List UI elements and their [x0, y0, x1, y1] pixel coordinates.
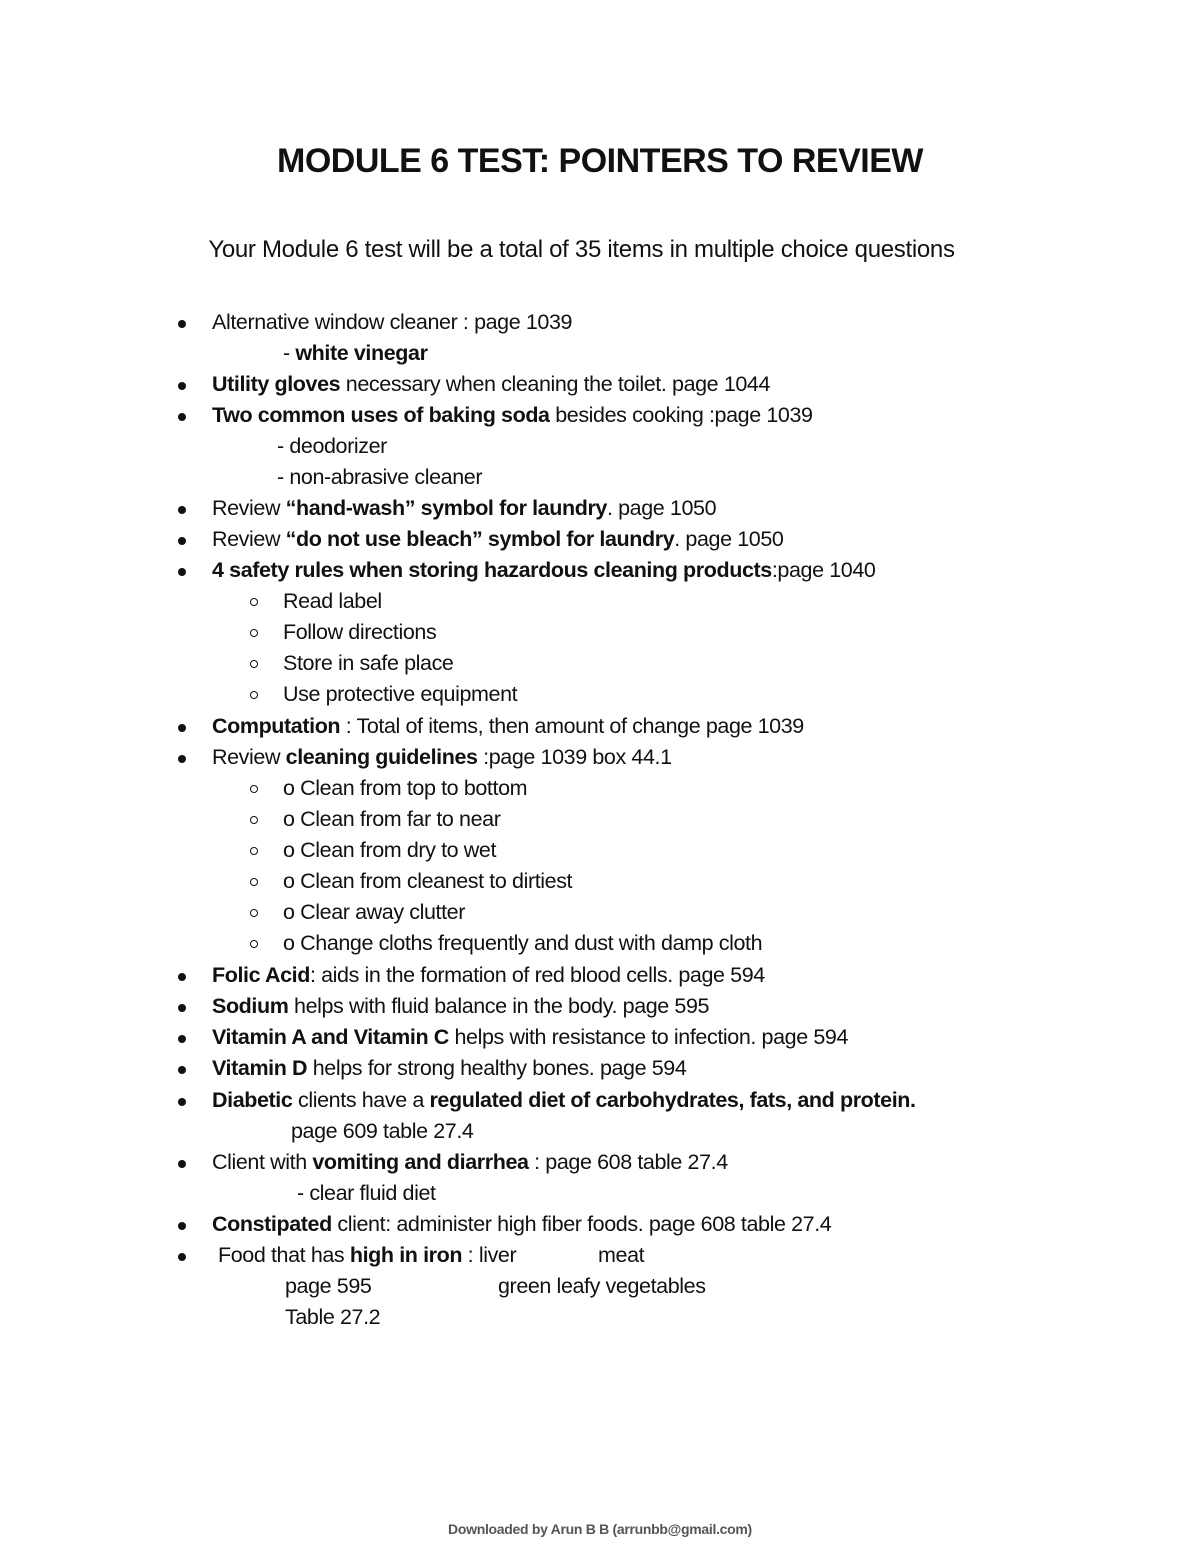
- bullet-marker: [176, 369, 188, 400]
- item-text: : aids in the formation of red blood cells. page 594: [309, 963, 765, 987]
- sub-bullet-item: [283, 928, 762, 959]
- sub-bullet-marker: [249, 928, 261, 959]
- continuation-line: [283, 338, 428, 369]
- bullet-item: [212, 369, 770, 400]
- bullet-item: [212, 1085, 916, 1116]
- continuation-line: [297, 1178, 436, 1209]
- page-title: MODULE 6 TEST: POINTERS TO REVIEW: [277, 142, 923, 180]
- bold-text: vomiting and diarrhea: [312, 1150, 529, 1174]
- bold-text: cleaning guidelines: [285, 745, 478, 769]
- sub-bullet-marker: [249, 804, 261, 835]
- sub-bullet-item: [283, 617, 436, 648]
- bullet-marker: [176, 711, 188, 742]
- continuation-line: [291, 1116, 474, 1147]
- bold-text: Computation: [212, 714, 341, 738]
- item-text: Review: [212, 527, 286, 551]
- bullet-item: [218, 1240, 516, 1271]
- item-text: o Clean from dry to wet: [283, 838, 497, 862]
- item-text: Alternative window cleaner : page 1039: [212, 310, 573, 334]
- bullet-marker: [176, 1147, 188, 1178]
- bullet-marker: [176, 1053, 188, 1084]
- item-text: Follow directions: [283, 620, 437, 644]
- item-text: Review: [212, 745, 286, 769]
- bold-text: regulated diet of carbohydrates, fats, and protein.: [429, 1088, 916, 1112]
- item-text: o Clean from cleanest to dirtiest: [283, 869, 573, 893]
- continuation-line: [285, 1271, 371, 1302]
- bold-text: Constipated: [212, 1212, 332, 1236]
- bold-text: Vitamin D: [212, 1056, 308, 1080]
- bullet-item: [212, 742, 672, 773]
- sub-bullet-marker: [249, 897, 261, 928]
- sub-bullet-item: [283, 679, 517, 710]
- sub-bullet-marker: [249, 648, 261, 679]
- item-text: o Clear away clutter: [283, 900, 465, 924]
- item-text: o Change cloths frequently and dust with damp cloth: [283, 931, 763, 955]
- bullet-marker: [176, 1022, 188, 1053]
- bullet-item: [212, 400, 813, 431]
- item-text: . page 1050: [606, 496, 717, 520]
- continuation-line: [498, 1271, 706, 1302]
- sub-bullet-item: [283, 648, 453, 679]
- bold-text: 4 safety rules when storing hazardous cleaning products: [212, 558, 772, 582]
- bullet-item: [212, 1147, 728, 1178]
- bold-text: Two common uses of baking soda: [212, 403, 550, 427]
- download-footer: Downloaded by Arun B B (arrunbb@gmail.com): [448, 1521, 752, 1537]
- item-text: : Total of items, then amount of change page 1039: [340, 714, 804, 738]
- item-text: : page 608 table 27.4: [528, 1150, 728, 1174]
- item-text: Food that has: [218, 1243, 350, 1267]
- sub-bullet-marker: [249, 617, 261, 648]
- item-text: client: administer high fiber foods. page 608 table 27.4: [331, 1212, 832, 1236]
- item-text: helps with resistance to infection. page 594: [448, 1025, 849, 1049]
- bullet-marker: [176, 524, 188, 555]
- item-text: :page 1039 box 44.1: [477, 745, 672, 769]
- item-text: - deodorizer: [277, 434, 387, 458]
- continuation-line: [285, 1302, 380, 1333]
- item-text: besides cooking :page 1039: [549, 403, 813, 427]
- item-text: green leafy vegetables: [498, 1274, 706, 1298]
- bullet-marker: [176, 1240, 188, 1271]
- item-text: - clear fluid diet: [297, 1181, 436, 1205]
- item-text: Client with: [212, 1150, 313, 1174]
- item-text: Review: [212, 496, 286, 520]
- bold-text: Sodium: [212, 994, 289, 1018]
- sub-bullet-marker: [249, 679, 261, 710]
- item-text: necessary when cleaning the toilet. page 1044: [340, 372, 771, 396]
- bullet-item: [212, 555, 875, 586]
- bullet-marker: [176, 555, 188, 586]
- item-text: helps with fluid balance in the body. page 595: [288, 994, 710, 1018]
- sub-bullet-item: [283, 897, 465, 928]
- item-text: Table 27.2: [285, 1305, 381, 1329]
- sub-bullet-marker: [249, 866, 261, 897]
- bullet-item: [212, 960, 765, 991]
- bullet-marker: [176, 991, 188, 1022]
- sub-bullet-item: [283, 835, 496, 866]
- bold-text: Utility gloves: [212, 372, 341, 396]
- continuation-line: [277, 462, 482, 493]
- item-text: -: [283, 341, 296, 365]
- bullet-item: [212, 711, 804, 742]
- item-text: o Clean from far to near: [283, 807, 501, 831]
- sub-bullet-marker: [249, 773, 261, 804]
- item-text: Read label: [283, 589, 382, 613]
- item-text: meat: [598, 1243, 645, 1267]
- sub-bullet-item: [283, 866, 572, 897]
- continuation-line: [598, 1240, 644, 1271]
- sub-bullet-item: [283, 586, 382, 617]
- item-text: clients have a: [292, 1088, 430, 1112]
- item-text: :page 1040: [771, 558, 876, 582]
- bullet-item: [212, 524, 783, 555]
- sub-bullet-marker: [249, 586, 261, 617]
- continuation-line: [277, 431, 387, 462]
- bold-text: “hand-wash” symbol for laundry: [285, 496, 607, 520]
- bullet-item: [212, 1209, 831, 1240]
- bullet-marker: [176, 1209, 188, 1240]
- item-text: Use protective equipment: [283, 682, 518, 706]
- bold-text: Vitamin A and Vitamin C: [212, 1025, 449, 1049]
- item-text: : liver: [462, 1243, 517, 1267]
- sub-bullet-item: [283, 804, 500, 835]
- bullet-marker: [176, 742, 188, 773]
- bold-text: “do not use bleach” symbol for laundry: [285, 527, 675, 551]
- sub-bullet-item: [283, 773, 527, 804]
- bold-text: Diabetic: [212, 1088, 293, 1112]
- item-text: . page 1050: [674, 527, 784, 551]
- bullet-marker: [176, 1085, 188, 1116]
- bullet-item: [212, 1053, 686, 1084]
- bullet-marker: [176, 960, 188, 991]
- item-text: o Clean from top to bottom: [283, 776, 528, 800]
- bold-text: high in iron: [349, 1243, 463, 1267]
- bold-text: white vinegar: [295, 341, 428, 365]
- bold-text: Folic Acid: [212, 963, 310, 987]
- item-text: Store in safe place: [283, 651, 454, 675]
- sub-bullet-marker: [249, 835, 261, 866]
- bullet-marker: [176, 307, 188, 338]
- bullet-marker: [176, 493, 188, 524]
- item-text: page 609 table 27.4: [291, 1119, 474, 1143]
- item-text: page 595: [285, 1274, 372, 1298]
- bullet-item: [212, 493, 716, 524]
- item-text: - non-abrasive cleaner: [277, 465, 483, 489]
- item-text: helps for strong healthy bones. page 594: [307, 1056, 687, 1080]
- bullet-item: [212, 1022, 848, 1053]
- test-intro: Your Module 6 test will be a total of 35 items in multiple choice questions: [208, 236, 955, 263]
- bullet-item: [212, 307, 572, 338]
- bullet-marker: [176, 400, 188, 431]
- bullet-item: [212, 991, 709, 1022]
